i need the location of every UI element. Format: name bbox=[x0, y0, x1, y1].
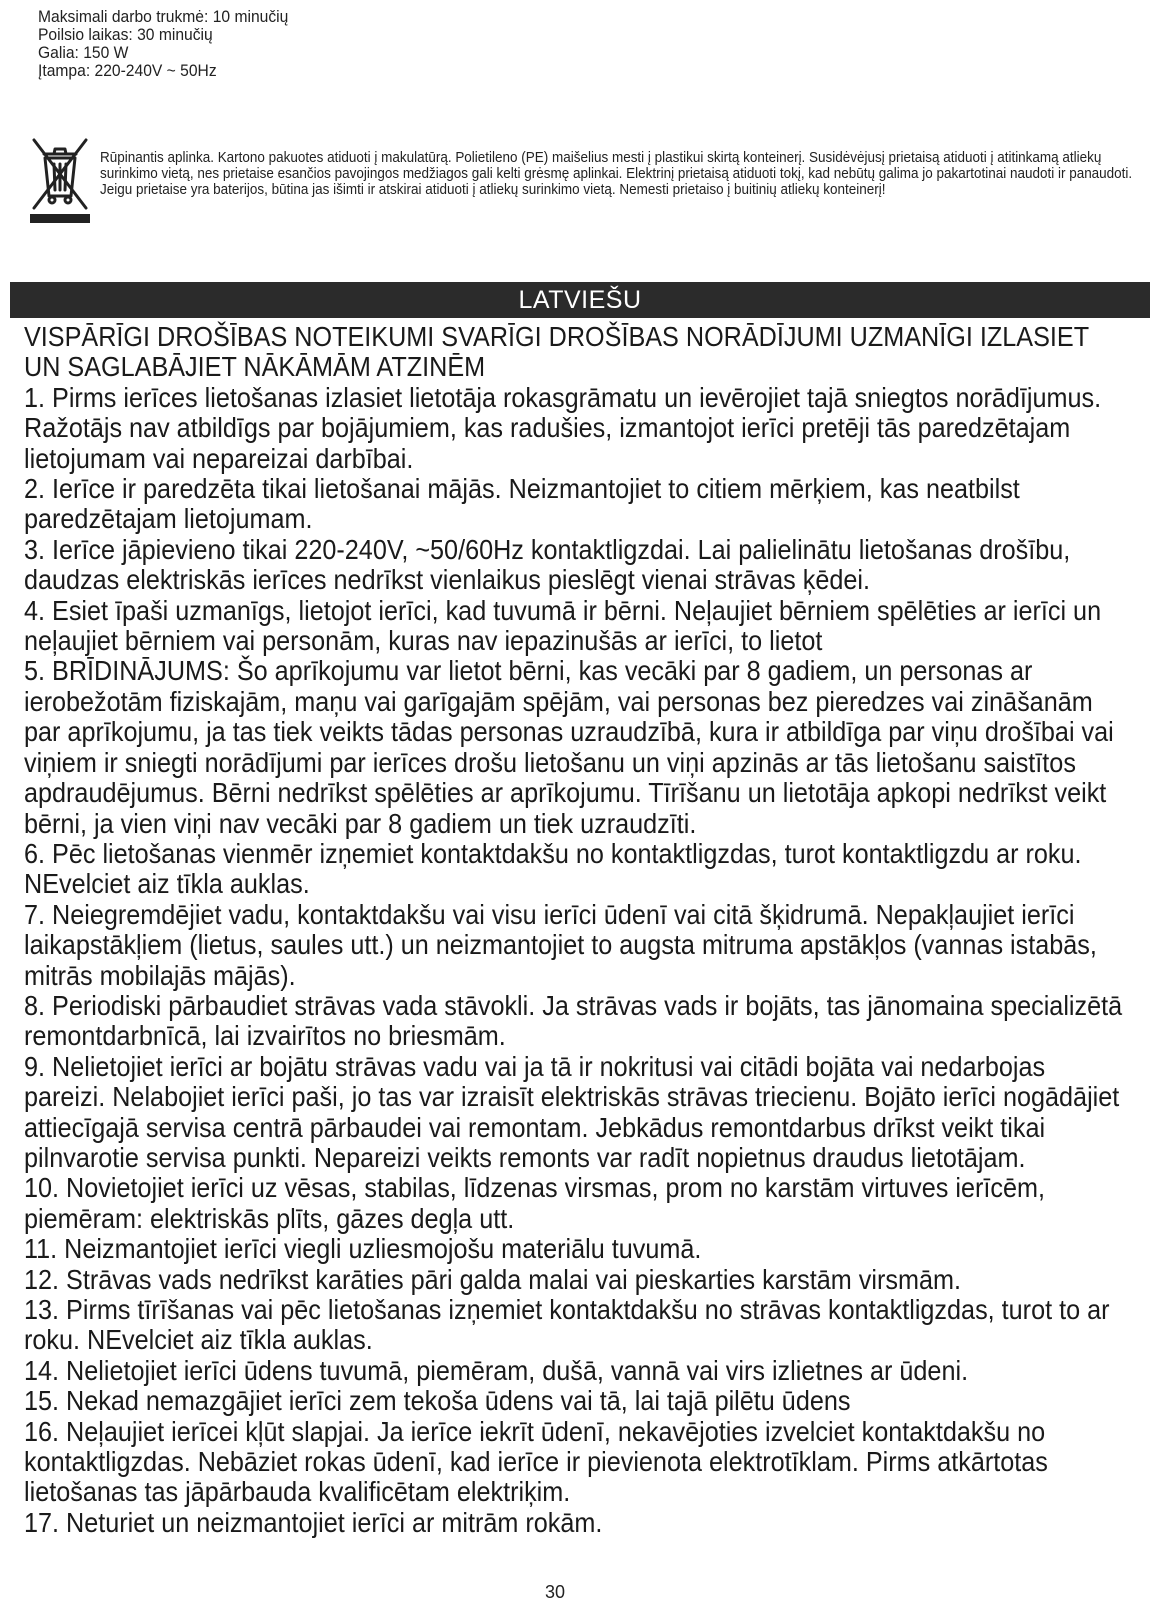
spec-line: Poilsio laikas: 30 minučių bbox=[38, 25, 213, 44]
instruction-item: 17. Neturiet un neizmantojiet ierīci ar mitrām rokām. bbox=[24, 1506, 603, 1538]
instruction-item: 5. BRĪDINĀJUMS: Šo aprīkojumu var lietot bērni, kas vecāki par 8 gadiem, un personas ar ierobežotām fiziskajām, maņu vai garīgajām spējām, vai personas bez pieredzes vai zināšanām par aprīkojumu, ja tas tiek veikts tādas personas uzraudzībā, kura ir atbildīga par viņu drošībai vai viņiem ir sniegti norādījumi par ierīces drošu lietošanu un viņi apzinās ar tās lietošanu saistītos apdraudējumus. Bērni nedrīkst spēlēties ar aprīkojumu. Tīrīšanu un lietotāja apkopi nedrīkst veikt bērni, ja vien viņi nav vecāki par 8 gadiem un tiek uzraudzīti. bbox=[24, 655, 1114, 839]
instruction-item: 7. Neiegremdējiet vadu, kontaktdakšu vai visu ierīci ūdenī vai citā šķidrumā. Nepakļaujiet ierīci laikapstākļiem (lietus, saules utt.) un neizmantojiet to augsta mitruma apstākļos (vannas istabās, mitrās mobilajās mājās). bbox=[24, 898, 1097, 991]
instruction-item: 16. Neļaujiet ierīcei kļūt slapjai. Ja ierīce iekrīt ūdenī, nekavējoties izvelciet kontaktdakšu no kontaktligzdas. Nebāziet rokas ūdenī, kad ierīce ir pievienota elektrotīklam. Pirms atkārtotas lietošanas tas jāpārbauda kvalificētam elektriķim. bbox=[24, 1415, 1048, 1508]
instruction-item: 13. Pirms tīrīšanas vai pēc lietošanas izņemiet kontaktdakšu no strāvas kontaktligzdas, turot to ar roku. NEvelciet aiz tīkla auklas. bbox=[24, 1294, 1110, 1356]
instruction-item: 10. Novietojiet ierīci uz vēsas, stabilas, līdzenas virsmas, prom no karstām virtuves ierīcēm, piemēram: elektriskās plīts, gāzes degļa utt. bbox=[24, 1172, 1045, 1234]
spec-line: Įtampa: 220-240V ~ 50Hz bbox=[38, 61, 217, 80]
instruction-item: 14. Nelietojiet ierīci ūdens tuvumā, piemēram, dušā, vannā vai virs izlietnes ar ūdeni. bbox=[24, 1354, 969, 1386]
instruction-item: 12. Strāvas vads nedrīkst karāties pāri galda malai vai pieskarties karstām virsmām. bbox=[24, 1263, 961, 1295]
instruction-item: 3. Ierīce jāpievieno tikai 220-240V, ~50/60Hz kontaktligzdai. Lai palielinātu lietošanas drošību, daudzas elektriskās ierīces nedrīkst vienlaikus pieslēgt vienai strāvas ķēdei. bbox=[24, 533, 1071, 596]
crossed-out-bin-icon bbox=[30, 134, 90, 226]
instruction-item: 9. Nelietojiet ierīci ar bojātu strāvas vadu vai ja tā ir nokritusi vai citādi bojāta vai nedarbojas pareizi. Nelabojiet ierīci paši, jo tas var izraisīt elektriskās strāvas triecienu. Bojāto ierīci nogādājiet attiecīgajā servisa centrā pārbaudei vai remontam. Jebkādus remontdarbus drīkst veikt tikai pilnvarotie servisa punkti. Nepareizi veikts remonts var radīt nopietnus draudus lietotājam. bbox=[24, 1050, 1120, 1173]
instruction-item: 8. Periodiski pārbaudiet strāvas vada stāvokli. Ja strāvas vads ir bojāts, tas jānomaina specializētā remontdarbnīcā, lai izvairītos no briesmām. bbox=[24, 989, 1123, 1052]
environment-notice: Rūpinantis aplinka. Kartono pakuotes atiduoti į makulatūrą. Polietileno (PE) maišelius mesti į plastikui skirtą konteinerį. Susidėvėjusį prietaisą atiduoti į atitinkamą atliekų surinkimo vietą, nes prietaise esančios pavojingos medžiagos gali kelti grėsmę aplinkai. Elektrinį prietaisą atiduoti tokį, kad nebūtų galima jo pakartotinai naudoti ir panaudoti. Jeigu prietaise yra baterijos, būtina jas išimti ir atskirai atiduoti į atliekų surinkimo vietą. Nemesti prietaiso į buitinių atliekų konteinerį! bbox=[100, 150, 1133, 198]
spec-line: Maksimali darbo trukmė: 10 minučių bbox=[38, 7, 289, 26]
instruction-item: 15. Nekad nemazgājiet ierīci zem tekoša ūdens vai tā, lai tajā pilētu ūdens bbox=[24, 1385, 851, 1417]
instruction-item: 2. Ierīce ir paredzēta tikai lietošanai mājās. Neizmantojiet to citiem mērķiem, kas neatbilst paredzētajam lietojumam. bbox=[24, 473, 1020, 535]
language-label: LATVIEŠU bbox=[518, 285, 642, 314]
safety-instructions bbox=[24, 322, 1131, 1538]
technical-specs bbox=[38, 8, 288, 80]
instruction-item: 11. Neizmantojiet ierīci viegli uzliesmojošu materiālu tuvumā. bbox=[24, 1233, 702, 1265]
spec-line: Galia: 150 W bbox=[38, 43, 129, 62]
section-heading: VISPĀRĪGI DROŠĪBAS NOTEIKUMI SVARĪGI DROŠĪBAS NORĀDĪJUMI UZMANĪGI IZLASIET UN SAGLABĀJIET NĀKĀMĀM ATZINĒM bbox=[24, 321, 1089, 383]
language-section-bar bbox=[10, 282, 1150, 318]
page-number: 30 bbox=[544, 1582, 566, 1602]
instruction-item: 6. Pēc lietošanas vienmēr izņemiet kontaktdakšu no kontaktligzdas, turot kontaktligzdu ar roku. NEvelciet aiz tīkla auklas. bbox=[24, 837, 1082, 900]
instruction-item: 1. Pirms ierīces lietošanas izlasiet lietotāja rokasgrāmatu un ievērojiet tajā sniegtos norādījumus. Ražotājs nav atbildīgs par bojājumiem, kas radušies, izmantojot ierīci pretēji tās paredzētajam lietojumam vai nepareizai darbībai. bbox=[24, 381, 1102, 474]
instruction-item: 4. Esiet īpaši uzmanīgs, lietojot ierīci, kad tuvumā ir bērni. Neļaujiet bērniem spēlēties ar ierīci un neļaujiet bērniem vai personām, kuras nav iepazinušās ar ierīci, to lietot bbox=[24, 594, 1102, 657]
